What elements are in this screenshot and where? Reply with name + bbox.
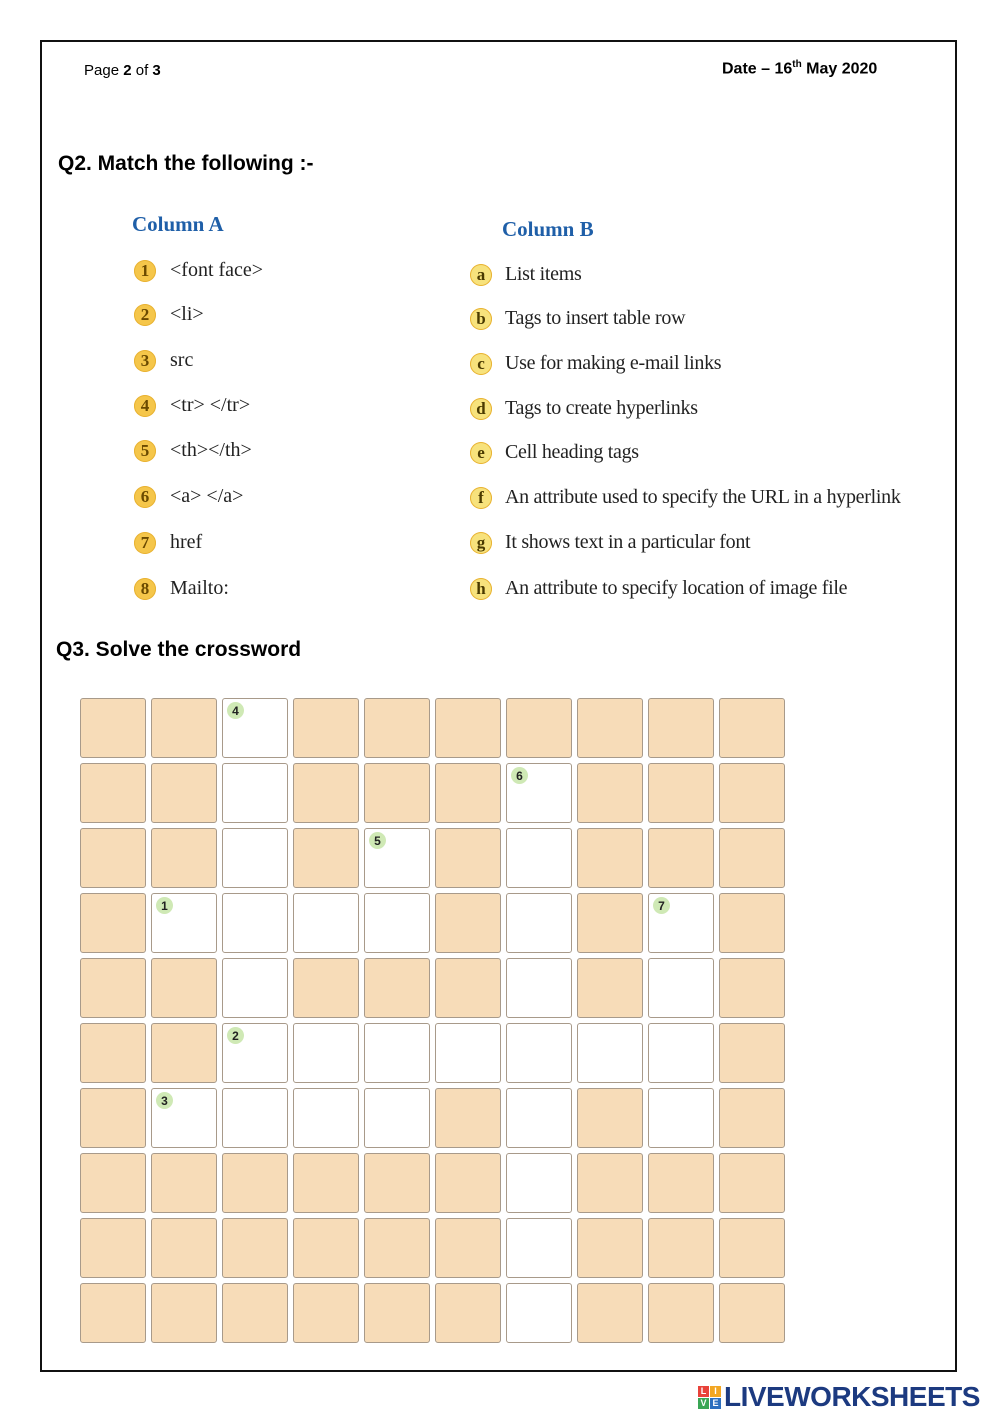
crossword-block-cell	[435, 1088, 501, 1148]
crossword-block-cell	[719, 1023, 785, 1083]
crossword-block-cell	[577, 1088, 643, 1148]
crossword-block-cell	[80, 698, 146, 758]
crossword-block-cell	[719, 698, 785, 758]
number-bullet: 1	[134, 260, 156, 282]
column-b-item	[470, 577, 847, 600]
crossword-answer-cell[interactable]	[151, 1088, 217, 1148]
clue-number: 6	[511, 767, 528, 784]
column-b-item	[470, 307, 685, 330]
crossword-block-cell	[293, 828, 359, 888]
item-text: An attribute used to specify the URL in a hyperlink	[505, 486, 901, 508]
crossword-answer-cell[interactable]	[364, 893, 430, 953]
item-text: src	[170, 349, 194, 371]
number-bullet: 4	[134, 395, 156, 417]
crossword-block-cell	[80, 828, 146, 888]
logo-letter: V	[698, 1398, 709, 1409]
crossword-block-cell	[435, 958, 501, 1018]
logo-letter: I	[710, 1386, 721, 1397]
crossword-block-cell	[364, 958, 430, 1018]
crossword-block-cell	[80, 958, 146, 1018]
crossword-block-cell	[577, 828, 643, 888]
crossword-answer-cell[interactable]	[222, 1088, 288, 1148]
crossword-answer-cell[interactable]	[577, 1023, 643, 1083]
item-text: An attribute to specify location of image file	[505, 577, 848, 599]
crossword-block-cell	[222, 1218, 288, 1278]
column-a-item	[134, 531, 202, 554]
crossword-block-cell	[293, 1153, 359, 1213]
column-b-item	[470, 441, 639, 464]
crossword-block-cell	[151, 1023, 217, 1083]
item-text: href	[170, 531, 203, 553]
number-bullet: 8	[134, 578, 156, 600]
crossword-block-cell	[293, 763, 359, 823]
crossword-block-cell	[577, 1153, 643, 1213]
letter-bullet: c	[470, 353, 492, 375]
crossword-answer-cell[interactable]	[648, 1088, 714, 1148]
number-bullet: 5	[134, 440, 156, 462]
question-2-title: Q2. Match the following :-	[58, 152, 314, 175]
question-3-title: Q3. Solve the crossword	[56, 638, 302, 661]
crossword-answer-cell[interactable]	[364, 828, 430, 888]
item-text: Tags to create hyperlinks	[505, 397, 698, 419]
crossword-answer-cell[interactable]	[506, 1023, 572, 1083]
crossword-answer-cell[interactable]	[222, 828, 288, 888]
crossword-block-cell	[364, 1153, 430, 1213]
letter-bullet: g	[470, 532, 492, 554]
crossword-answer-cell[interactable]	[222, 763, 288, 823]
crossword-answer-cell[interactable]	[506, 958, 572, 1018]
column-a-item	[134, 394, 250, 417]
crossword-block-cell	[80, 1088, 146, 1148]
crossword-answer-cell[interactable]	[506, 1088, 572, 1148]
crossword-block-cell	[151, 828, 217, 888]
item-text: <th></th>	[170, 439, 252, 461]
column-b-item	[470, 531, 750, 554]
crossword-answer-cell[interactable]	[506, 763, 572, 823]
crossword-answer-cell[interactable]	[293, 893, 359, 953]
logo-letter: L	[698, 1386, 709, 1397]
crossword-block-cell	[719, 763, 785, 823]
crossword-answer-cell[interactable]	[506, 1218, 572, 1278]
crossword-block-cell	[364, 1218, 430, 1278]
crossword-block-cell	[719, 893, 785, 953]
crossword-block-cell	[435, 893, 501, 953]
clue-number: 2	[227, 1027, 244, 1044]
number-bullet: 2	[134, 304, 156, 326]
crossword-block-cell	[364, 698, 430, 758]
crossword-block-cell	[222, 1283, 288, 1343]
crossword-answer-cell[interactable]	[364, 1023, 430, 1083]
crossword-answer-cell[interactable]	[222, 893, 288, 953]
clue-number: 1	[156, 897, 173, 914]
crossword-answer-cell[interactable]	[506, 893, 572, 953]
column-a-item	[134, 439, 252, 462]
page-number: Page 2 of 3	[84, 62, 161, 79]
crossword-block-cell	[80, 1023, 146, 1083]
column-a-item	[134, 303, 204, 326]
crossword-block-cell	[293, 1218, 359, 1278]
column-b-item	[470, 263, 581, 286]
item-text: <tr> </tr>	[170, 394, 251, 416]
crossword-block-cell	[80, 1153, 146, 1213]
letter-bullet: f	[470, 487, 492, 509]
crossword-block-cell	[648, 698, 714, 758]
item-text: Use for making e-mail links	[505, 352, 722, 374]
crossword-block-cell	[648, 1153, 714, 1213]
column-b-item	[470, 352, 721, 375]
item-text: <font face>	[170, 259, 264, 281]
crossword-block-cell	[293, 958, 359, 1018]
crossword-block-cell	[293, 1283, 359, 1343]
crossword-block-cell	[151, 1218, 217, 1278]
item-text: Mailto:	[170, 577, 229, 599]
letter-bullet: a	[470, 264, 492, 286]
item-text: It shows text in a particular font	[505, 531, 751, 553]
crossword-answer-cell[interactable]	[648, 893, 714, 953]
crossword-block-cell	[80, 1283, 146, 1343]
item-text: Cell heading tags	[505, 441, 639, 463]
crossword-answer-cell[interactable]	[151, 893, 217, 953]
crossword-block-cell	[435, 1218, 501, 1278]
clue-number: 5	[369, 832, 386, 849]
crossword-block-cell	[435, 1283, 501, 1343]
date: Date – 16th May 2020	[722, 59, 878, 78]
column-b-item	[470, 397, 698, 420]
crossword-block-cell	[577, 893, 643, 953]
crossword-block-cell	[577, 1218, 643, 1278]
crossword-block-cell	[435, 698, 501, 758]
column-b-title: Column B	[502, 217, 594, 241]
crossword-block-cell	[648, 763, 714, 823]
crossword-block-cell	[293, 698, 359, 758]
crossword-block-cell	[435, 763, 501, 823]
liveworksheets-brand[interactable]	[698, 1381, 980, 1413]
crossword-block-cell	[80, 893, 146, 953]
item-text: <li>	[170, 303, 204, 325]
crossword-block-cell	[577, 958, 643, 1018]
crossword-block-cell	[364, 763, 430, 823]
crossword-answer-cell[interactable]	[293, 1088, 359, 1148]
crossword-block-cell	[364, 1283, 430, 1343]
crossword-block-cell	[151, 698, 217, 758]
crossword-block-cell	[719, 1218, 785, 1278]
number-bullet: 6	[134, 486, 156, 508]
number-bullet: 7	[134, 532, 156, 554]
column-a-item	[134, 349, 193, 372]
crossword-block-cell	[80, 1218, 146, 1278]
crossword-block-cell	[648, 828, 714, 888]
crossword-block-cell	[435, 1153, 501, 1213]
number-bullet: 3	[134, 350, 156, 372]
letter-bullet: b	[470, 308, 492, 330]
crossword-block-cell	[506, 698, 572, 758]
crossword-block-cell	[435, 828, 501, 888]
crossword-answer-cell[interactable]	[222, 958, 288, 1018]
crossword-block-cell	[151, 1283, 217, 1343]
crossword-block-cell	[577, 1283, 643, 1343]
crossword-answer-cell[interactable]	[222, 1023, 288, 1083]
logo-letter: E	[710, 1398, 721, 1409]
crossword-block-cell	[648, 1218, 714, 1278]
liveworksheets-logo-icon	[698, 1386, 721, 1409]
crossword-block-cell	[719, 1283, 785, 1343]
column-b-item	[470, 486, 901, 509]
crossword-block-cell	[719, 1153, 785, 1213]
crossword-block-cell	[577, 763, 643, 823]
item-text: Tags to insert table row	[505, 307, 686, 329]
crossword-answer-cell[interactable]	[293, 1023, 359, 1083]
crossword-block-cell	[719, 828, 785, 888]
crossword-block-cell	[151, 1153, 217, 1213]
crossword-answer-cell[interactable]	[435, 1023, 501, 1083]
crossword-block-cell	[719, 1088, 785, 1148]
crossword-grid	[80, 698, 790, 1354]
crossword-block-cell	[648, 1283, 714, 1343]
column-a-item	[134, 259, 263, 282]
crossword-answer-cell[interactable]	[506, 1153, 572, 1213]
crossword-block-cell	[222, 1153, 288, 1213]
column-a-item	[134, 485, 243, 508]
brand-name: LIVEWORKSHEETS	[724, 1381, 980, 1412]
crossword-block-cell	[80, 763, 146, 823]
clue-number: 4	[227, 702, 244, 719]
item-text: <a> </a>	[170, 485, 244, 507]
letter-bullet: d	[470, 398, 492, 420]
crossword-answer-cell[interactable]	[364, 1088, 430, 1148]
crossword-block-cell	[151, 763, 217, 823]
crossword-answer-cell[interactable]	[222, 698, 288, 758]
item-text: List items	[505, 263, 582, 285]
crossword-answer-cell[interactable]	[648, 958, 714, 1018]
column-a-title: Column A	[132, 212, 224, 236]
crossword-answer-cell[interactable]	[648, 1023, 714, 1083]
crossword-block-cell	[577, 698, 643, 758]
letter-bullet: h	[470, 578, 492, 600]
crossword-answer-cell[interactable]	[506, 828, 572, 888]
column-a-item	[134, 577, 229, 600]
clue-number: 7	[653, 897, 670, 914]
clue-number: 3	[156, 1092, 173, 1109]
crossword-answer-cell[interactable]	[506, 1283, 572, 1343]
crossword-block-cell	[151, 958, 217, 1018]
crossword-block-cell	[719, 958, 785, 1018]
letter-bullet: e	[470, 442, 492, 464]
